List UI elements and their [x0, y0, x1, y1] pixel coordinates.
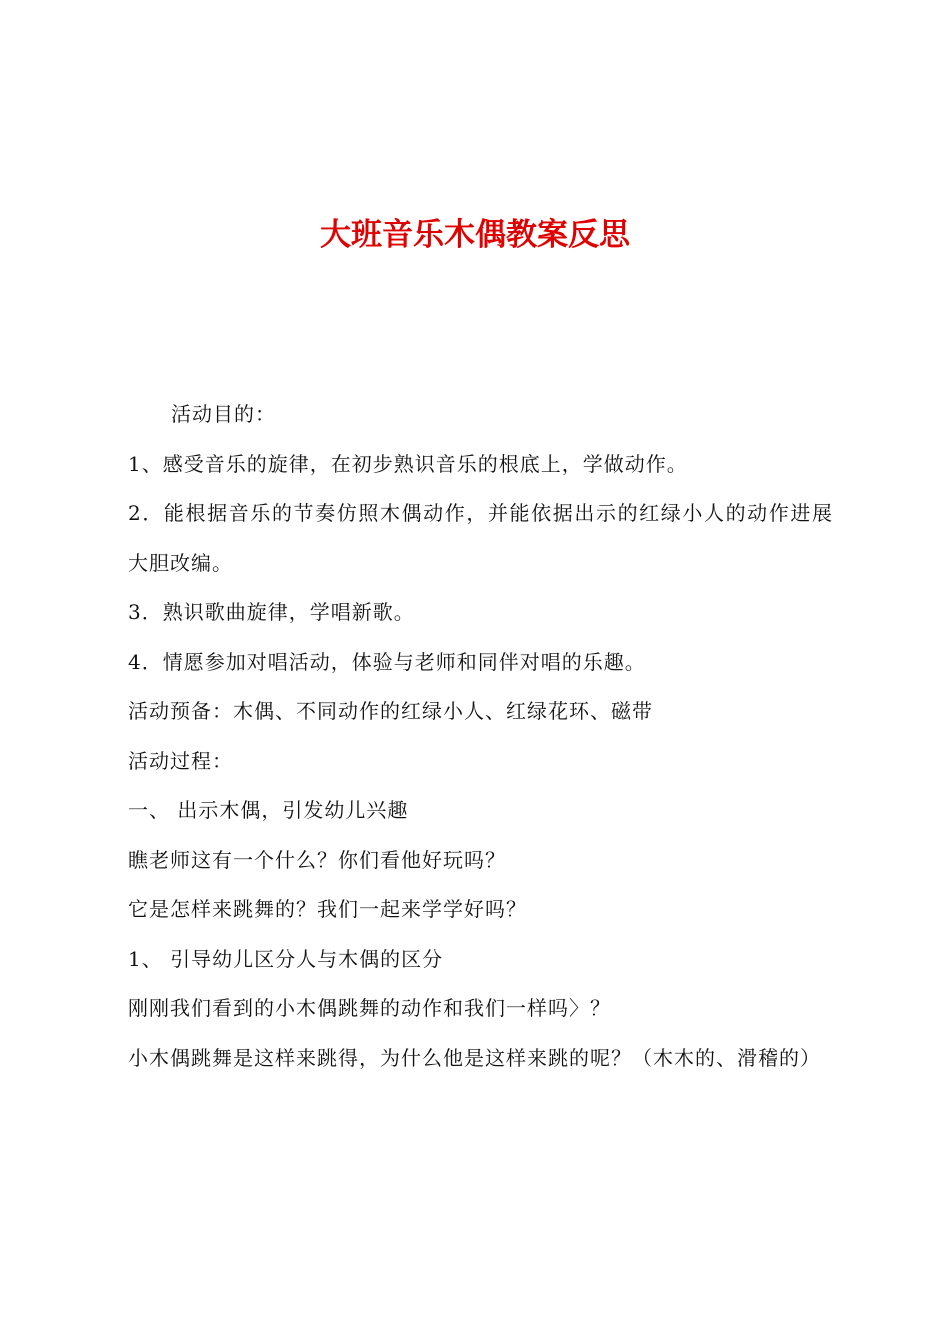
activity-preparation: 活动预备：木偶、不同动作的红绿小人、红绿花环、磁带	[128, 699, 653, 723]
goal-item-2: 2．能根据音乐的节奏仿照木偶动作，并能依据出示的红绿小人的动作进展大胆改编。	[128, 501, 833, 575]
section-heading-activity-process: 活动过程：	[128, 748, 233, 773]
document-body	[128, 390, 833, 1083]
goal-item-4: 4．情愿参加对唱活动，体验与老师和同伴对唱的乐趣。	[128, 649, 646, 674]
process-question-1: 瞧老师这有一个什么？你们看他好玩吗？	[128, 847, 506, 872]
goal-item-3: 3．熟识歌曲旋律，学唱新歌。	[128, 600, 415, 624]
goal-item-1: 1、感受音乐的旋律，在初步熟识音乐的根底上，学做动作。	[128, 451, 688, 476]
section-heading-activity-goals: 活动目的：	[171, 402, 276, 426]
page-title: 大班音乐木偶教案反思	[320, 217, 630, 253]
process-substep-1: 1、 引导幼儿区分人与木偶的区分	[128, 946, 444, 971]
process-question-3: 刚刚我们看到的小木偶跳舞的动作和我们一样吗〉？	[128, 996, 611, 1020]
process-question-2: 它是怎样来跳舞的？我们一起来学学好吗？	[128, 897, 527, 921]
process-step-1: 一、 出示木偶，引发幼儿兴趣	[128, 798, 409, 822]
process-question-4: 小木偶跳舞是这样来跳得，为什么他是这样来跳的呢？（木木的、滑稽的）	[128, 1045, 821, 1070]
